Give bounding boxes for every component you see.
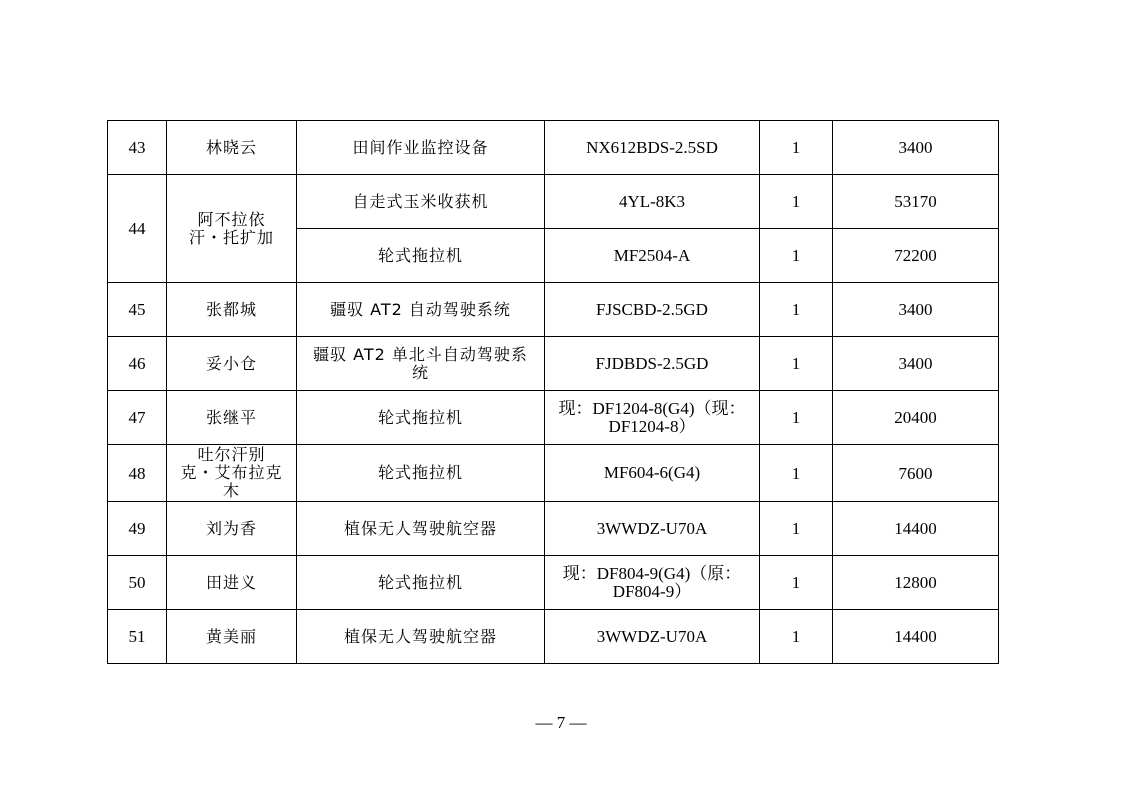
cell-model: NX612BDS-2.5SD <box>545 121 760 175</box>
table-row <box>108 391 999 445</box>
cell-quantity: 1 <box>760 556 833 610</box>
cell-quantity: 1 <box>760 391 833 445</box>
table-row <box>108 337 999 391</box>
cell-equipment: 轮式拖拉机 <box>297 556 545 610</box>
cell-serial-no: 46 <box>108 337 167 391</box>
cell-amount: 20400 <box>833 391 999 445</box>
cell-serial-no: 50 <box>108 556 167 610</box>
cell-name: 田进义 <box>167 556 297 610</box>
cell-amount: 14400 <box>833 502 999 556</box>
cell-equipment: 轮式拖拉机 <box>297 229 545 283</box>
cell-serial-no: 43 <box>108 121 167 175</box>
cell-equipment: 轮式拖拉机 <box>297 391 545 445</box>
cell-amount: 3400 <box>833 337 999 391</box>
table-row <box>108 502 999 556</box>
cell-equipment: 植保无人驾驶航空器 <box>297 502 545 556</box>
cell-model: FJSCBD-2.5GD <box>545 283 760 337</box>
cell-quantity: 1 <box>760 121 833 175</box>
subsidy-table <box>107 120 999 664</box>
cell-name: 黄美丽 <box>167 610 297 664</box>
cell-amount: 14400 <box>833 610 999 664</box>
page-number: — 7 — <box>535 713 587 732</box>
cell-serial-no: 48 <box>108 445 167 502</box>
cell-name: 妥小仓 <box>167 337 297 391</box>
cell-equipment: 田间作业监控设备 <box>297 121 545 175</box>
cell-equipment: 疆驭 AT2 单北斗自动驾驶系 统 <box>297 337 545 391</box>
cell-equipment: 植保无人驾驶航空器 <box>297 610 545 664</box>
cell-model: 4YL-8K3 <box>545 175 760 229</box>
cell-name: 刘为香 <box>167 502 297 556</box>
cell-model: MF604-6(G4) <box>545 445 760 502</box>
cell-quantity: 1 <box>760 445 833 502</box>
cell-amount: 72200 <box>833 229 999 283</box>
table-row <box>108 556 999 610</box>
cell-model: FJDBDS-2.5GD <box>545 337 760 391</box>
cell-model: 3WWDZ-U70A <box>545 502 760 556</box>
cell-serial-no: 51 <box>108 610 167 664</box>
cell-serial-no: 45 <box>108 283 167 337</box>
table-row <box>108 175 999 229</box>
cell-name: 张继平 <box>167 391 297 445</box>
cell-serial-no: 47 <box>108 391 167 445</box>
cell-model: MF2504-A <box>545 229 760 283</box>
cell-model: 3WWDZ-U70A <box>545 610 760 664</box>
table-row <box>108 445 999 502</box>
cell-name: 阿不拉依 汗・托扩加 <box>167 175 297 283</box>
cell-amount: 3400 <box>833 283 999 337</box>
cell-quantity: 1 <box>760 337 833 391</box>
cell-quantity: 1 <box>760 283 833 337</box>
cell-equipment: 轮式拖拉机 <box>297 445 545 502</box>
cell-name: 林晓云 <box>167 121 297 175</box>
cell-amount: 3400 <box>833 121 999 175</box>
cell-quantity: 1 <box>760 610 833 664</box>
cell-amount: 7600 <box>833 445 999 502</box>
cell-quantity: 1 <box>760 175 833 229</box>
table-row <box>108 610 999 664</box>
table-row <box>108 283 999 337</box>
cell-amount: 53170 <box>833 175 999 229</box>
cell-model: 现：DF1204-8(G4)（现： DF1204-8） <box>545 391 760 445</box>
cell-quantity: 1 <box>760 502 833 556</box>
table-row <box>108 121 999 175</box>
cell-name: 吐尔汗别 克・艾布拉克 木 <box>167 445 297 502</box>
cell-quantity: 1 <box>760 229 833 283</box>
cell-serial-no: 44 <box>108 175 167 283</box>
cell-equipment: 疆驭 AT2 自动驾驶系统 <box>297 283 545 337</box>
cell-amount: 12800 <box>833 556 999 610</box>
cell-equipment: 自走式玉米收获机 <box>297 175 545 229</box>
table-body <box>108 121 999 664</box>
cell-serial-no: 49 <box>108 502 167 556</box>
cell-name: 张都城 <box>167 283 297 337</box>
cell-model: 现：DF804-9(G4)（原： DF804-9） <box>545 556 760 610</box>
